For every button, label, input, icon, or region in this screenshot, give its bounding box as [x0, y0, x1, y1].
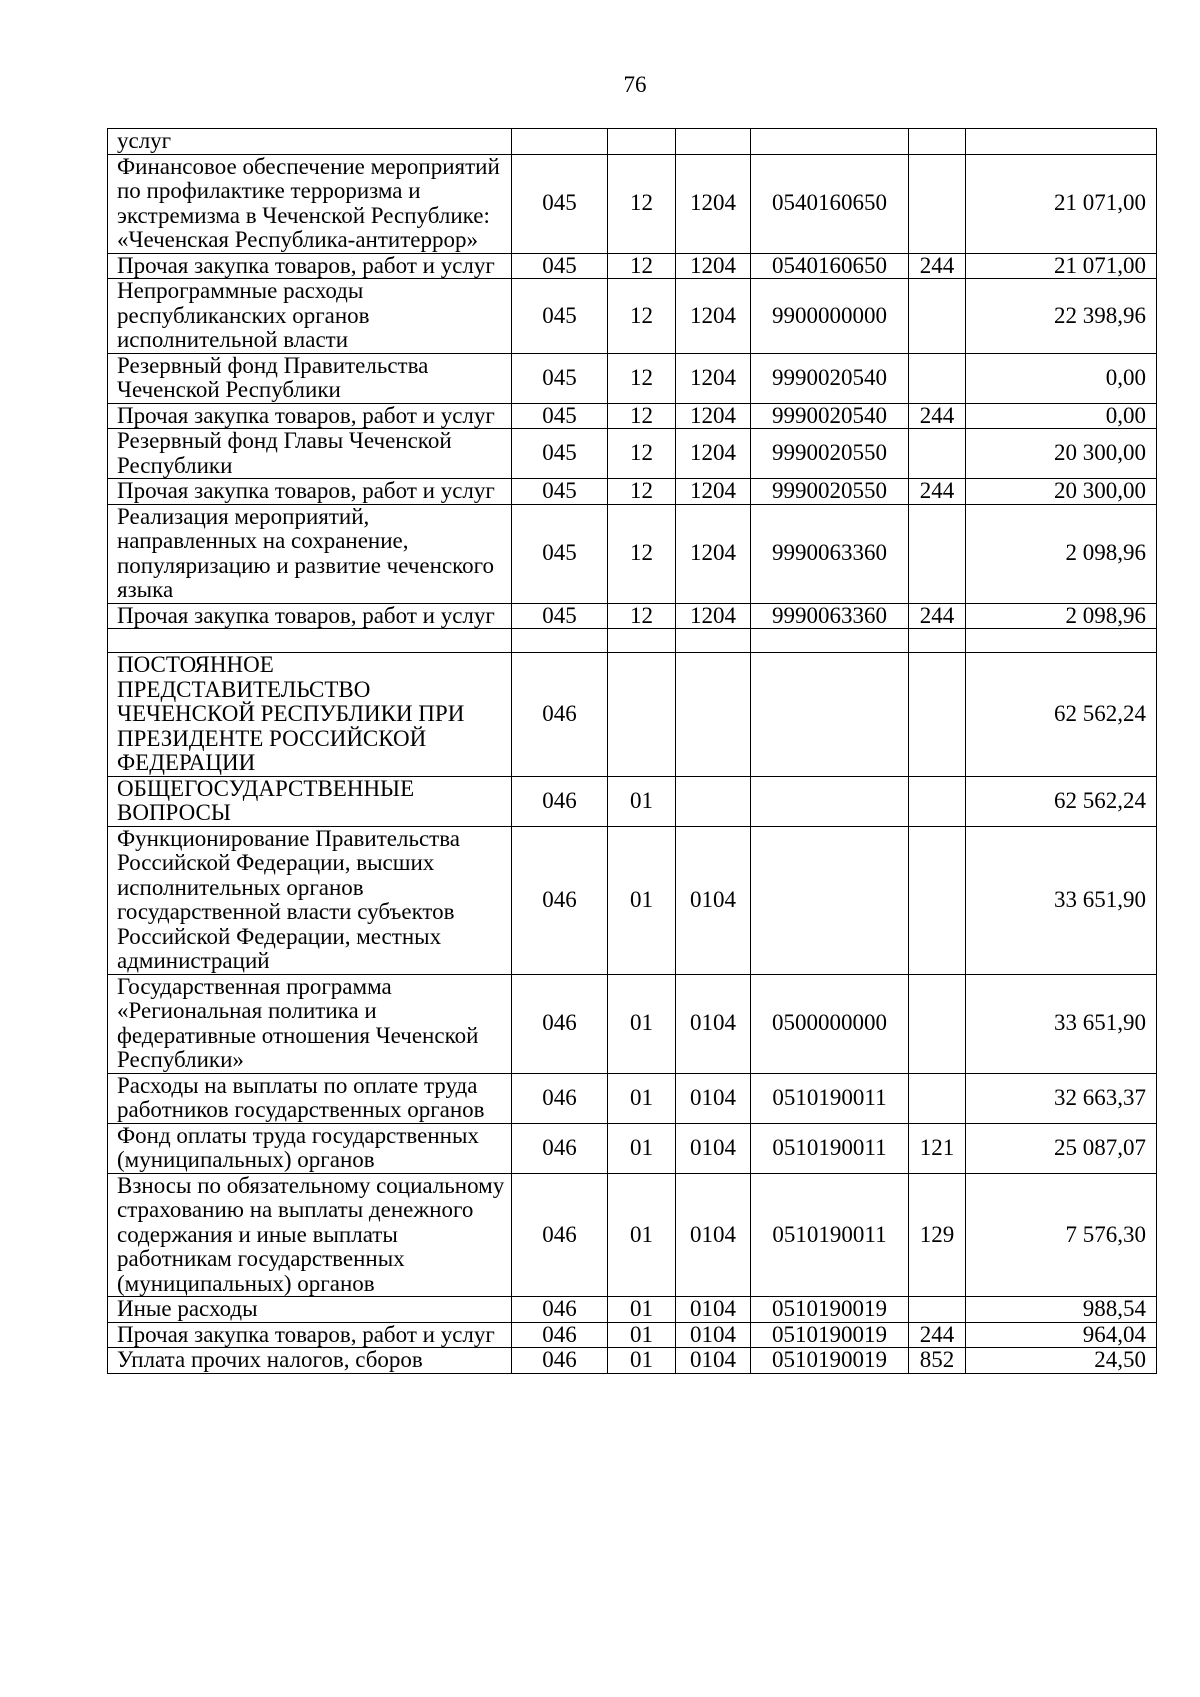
row-name: ПОСТОЯННОЕ ПРЕДСТАВИТЕЛЬСТВО ЧЕЧЕНСКОЙ РЕСПУБЛИКИ ПРИ ПРЕЗИДЕНТЕ РОССИЙСКОЙ ФЕДЕРАЦИИ	[108, 653, 512, 777]
row-name: Прочая закупка товаров, работ и услуг	[108, 479, 512, 505]
row-name: Реализация мероприятий, направленных на сохранение, популяризацию и развитие чеченского языка	[108, 504, 512, 603]
row-vr	[909, 353, 966, 403]
row-ved: 045	[512, 429, 608, 479]
row-csr: 0510190011	[751, 1173, 909, 1297]
table-row	[108, 826, 1157, 974]
row-amount: 0,00	[966, 403, 1157, 429]
row-name: Государственная программа «Региональная политика и федеративные отношения Чеченской Республики»	[108, 974, 512, 1073]
row-vr: 244	[909, 479, 966, 505]
row-pr: 0104	[676, 1297, 751, 1323]
row-csr	[751, 826, 909, 974]
table-row	[108, 279, 1157, 354]
table-row	[108, 974, 1157, 1073]
row-csr: 0510190011	[751, 1073, 909, 1123]
row-csr: 9900000000	[751, 279, 909, 354]
row-ved: 046	[512, 776, 608, 826]
row-name: Функционирование Правительства Российской Федерации, высших исполнительных органов государственной власти субъектов Российской Федерации, местных администраций	[108, 826, 512, 974]
row-ved: 046	[512, 974, 608, 1073]
table-row	[108, 776, 1157, 826]
row-vr	[909, 279, 966, 354]
row-amount: 32 663,37	[966, 1073, 1157, 1123]
row-vr	[909, 629, 966, 653]
row-ved: 045	[512, 353, 608, 403]
row-vr: 244	[909, 253, 966, 279]
row-pr: 0104	[676, 1123, 751, 1173]
row-name: Прочая закупка товаров, работ и услуг	[108, 403, 512, 429]
row-pr: 0104	[676, 1173, 751, 1297]
row-ved: 045	[512, 154, 608, 253]
row-csr: 0540160650	[751, 154, 909, 253]
row-ved: 045	[512, 279, 608, 354]
row-rz: 12	[608, 603, 676, 629]
table-row	[108, 129, 1157, 155]
row-pr: 1204	[676, 253, 751, 279]
row-rz: 12	[608, 279, 676, 354]
row-amount: 20 300,00	[966, 479, 1157, 505]
table-row	[108, 154, 1157, 253]
row-pr: 0104	[676, 974, 751, 1073]
row-rz: 12	[608, 154, 676, 253]
row-pr: 1204	[676, 603, 751, 629]
row-amount: 33 651,90	[966, 826, 1157, 974]
row-rz: 01	[608, 1348, 676, 1374]
row-rz	[608, 653, 676, 777]
row-rz: 01	[608, 1123, 676, 1173]
row-amount: 22 398,96	[966, 279, 1157, 354]
row-csr: 9990020540	[751, 353, 909, 403]
row-name: Уплата прочих налогов, сборов	[108, 1348, 512, 1374]
row-amount: 0,00	[966, 353, 1157, 403]
row-name: ОБЩЕГОСУДАРСТВЕННЫЕ ВОПРОСЫ	[108, 776, 512, 826]
row-name: Фонд оплаты труда государственных (муниципальных) органов	[108, 1123, 512, 1173]
table-row	[108, 253, 1157, 279]
row-csr	[751, 629, 909, 653]
row-name: услуг	[108, 129, 512, 155]
row-amount: 988,54	[966, 1297, 1157, 1323]
row-vr: 121	[909, 1123, 966, 1173]
row-ved	[512, 629, 608, 653]
table-row	[108, 603, 1157, 629]
row-name: Резервный фонд Главы Чеченской Республики	[108, 429, 512, 479]
row-name: Финансовое обеспечение мероприятий по профилактике терроризма и экстремизма в Чеченской Республике: «Чеченская Республика-антитеррор»	[108, 154, 512, 253]
row-pr	[676, 629, 751, 653]
row-amount: 24,50	[966, 1348, 1157, 1374]
row-csr: 0510190019	[751, 1297, 909, 1323]
table-row	[108, 1073, 1157, 1123]
row-name: Взносы по обязательному социальному страхованию на выплаты денежного содержания и иные выплаты работникам государственных (муниципальных) органов	[108, 1173, 512, 1297]
row-rz: 01	[608, 1073, 676, 1123]
table-row	[108, 403, 1157, 429]
table-row	[108, 1297, 1157, 1323]
row-pr: 1204	[676, 279, 751, 354]
row-csr: 9990020540	[751, 403, 909, 429]
row-csr: 0510190011	[751, 1123, 909, 1173]
row-pr: 0104	[676, 1348, 751, 1374]
row-rz: 12	[608, 429, 676, 479]
row-rz: 01	[608, 974, 676, 1073]
row-ved: 046	[512, 1348, 608, 1374]
row-rz: 01	[608, 1173, 676, 1297]
row-pr	[676, 653, 751, 777]
table-row	[108, 653, 1157, 777]
row-rz: 12	[608, 253, 676, 279]
row-rz: 01	[608, 1297, 676, 1323]
row-amount: 20 300,00	[966, 429, 1157, 479]
row-amount: 7 576,30	[966, 1173, 1157, 1297]
row-ved: 045	[512, 403, 608, 429]
row-vr	[909, 429, 966, 479]
row-pr: 1204	[676, 403, 751, 429]
row-ved: 045	[512, 479, 608, 505]
row-rz: 12	[608, 403, 676, 429]
row-csr: 0540160650	[751, 253, 909, 279]
row-name: Резервный фонд Правительства Чеченской Республики	[108, 353, 512, 403]
row-amount: 21 071,00	[966, 154, 1157, 253]
row-amount: 21 071,00	[966, 253, 1157, 279]
row-pr: 1204	[676, 353, 751, 403]
row-csr	[751, 653, 909, 777]
row-csr: 9990020550	[751, 429, 909, 479]
row-rz: 12	[608, 479, 676, 505]
table-row	[108, 353, 1157, 403]
row-rz: 01	[608, 1322, 676, 1348]
row-vr	[909, 653, 966, 777]
row-amount: 62 562,24	[966, 776, 1157, 826]
row-amount: 2 098,96	[966, 504, 1157, 603]
row-ved: 046	[512, 1297, 608, 1323]
row-amount	[966, 129, 1157, 155]
row-name: Прочая закупка товаров, работ и услуг	[108, 1322, 512, 1348]
row-vr	[909, 504, 966, 603]
row-vr: 129	[909, 1173, 966, 1297]
row-name: Иные расходы	[108, 1297, 512, 1323]
row-name: Расходы на выплаты по оплате труда работников государственных органов	[108, 1073, 512, 1123]
row-amount	[966, 629, 1157, 653]
row-ved: 046	[512, 826, 608, 974]
row-ved: 045	[512, 603, 608, 629]
row-ved	[512, 129, 608, 155]
row-ved: 046	[512, 1073, 608, 1123]
row-rz: 01	[608, 776, 676, 826]
table-row	[108, 429, 1157, 479]
table-row	[108, 1322, 1157, 1348]
row-ved: 046	[512, 1123, 608, 1173]
row-vr	[909, 826, 966, 974]
row-ved: 045	[512, 504, 608, 603]
row-rz: 12	[608, 504, 676, 603]
row-vr: 852	[909, 1348, 966, 1374]
row-amount: 964,04	[966, 1322, 1157, 1348]
row-amount: 33 651,90	[966, 974, 1157, 1073]
row-rz	[608, 129, 676, 155]
row-vr: 244	[909, 603, 966, 629]
row-csr: 0500000000	[751, 974, 909, 1073]
row-vr: 244	[909, 403, 966, 429]
row-amount: 2 098,96	[966, 603, 1157, 629]
table-row	[108, 1348, 1157, 1374]
row-pr: 0104	[676, 826, 751, 974]
row-name: Непрограммные расходы республиканских органов исполнительной власти	[108, 279, 512, 354]
row-pr: 1204	[676, 429, 751, 479]
row-csr	[751, 129, 909, 155]
row-pr	[676, 776, 751, 826]
row-csr	[751, 776, 909, 826]
row-vr	[909, 1073, 966, 1123]
row-name: Прочая закупка товаров, работ и услуг	[108, 603, 512, 629]
row-pr: 1204	[676, 154, 751, 253]
row-pr: 0104	[676, 1073, 751, 1123]
budget-table	[107, 128, 1157, 1374]
row-amount: 62 562,24	[966, 653, 1157, 777]
row-pr: 0104	[676, 1322, 751, 1348]
row-csr: 9990063360	[751, 603, 909, 629]
row-csr: 0510190019	[751, 1322, 909, 1348]
row-rz	[608, 629, 676, 653]
row-csr: 9990020550	[751, 479, 909, 505]
page-number: 76	[623, 72, 647, 97]
table-row	[108, 504, 1157, 603]
row-vr	[909, 154, 966, 253]
table-row	[108, 629, 1157, 653]
row-ved: 046	[512, 1173, 608, 1297]
row-csr: 9990063360	[751, 504, 909, 603]
row-vr	[909, 974, 966, 1073]
row-pr: 1204	[676, 479, 751, 505]
row-pr	[676, 129, 751, 155]
row-pr: 1204	[676, 504, 751, 603]
row-ved: 046	[512, 1322, 608, 1348]
row-amount: 25 087,07	[966, 1123, 1157, 1173]
table-row	[108, 1123, 1157, 1173]
table-row	[108, 1173, 1157, 1297]
table-body	[108, 129, 1157, 1374]
row-name: Прочая закупка товаров, работ и услуг	[108, 253, 512, 279]
row-rz: 01	[608, 826, 676, 974]
row-vr: 244	[909, 1322, 966, 1348]
table-row	[108, 479, 1157, 505]
row-csr: 0510190019	[751, 1348, 909, 1374]
row-vr	[909, 776, 966, 826]
row-vr	[909, 1297, 966, 1323]
row-name	[108, 629, 512, 653]
row-rz: 12	[608, 353, 676, 403]
row-ved: 045	[512, 253, 608, 279]
row-ved: 046	[512, 653, 608, 777]
row-vr	[909, 129, 966, 155]
